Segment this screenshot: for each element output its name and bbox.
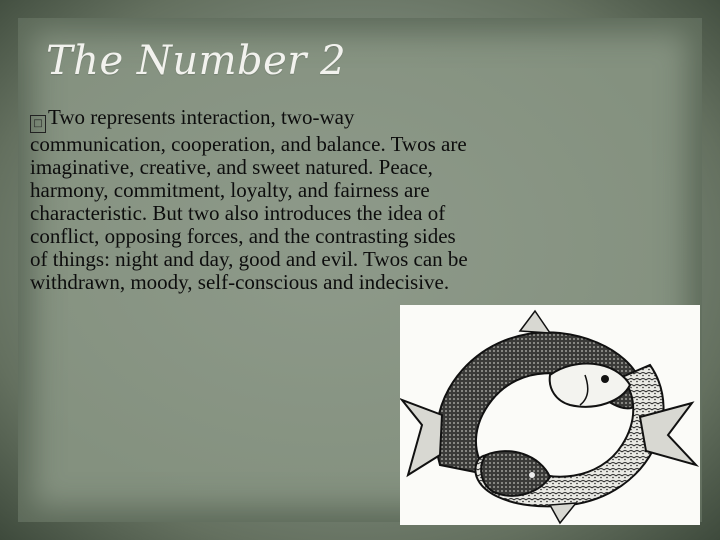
upper-fish-tail xyxy=(402,400,442,475)
body-first-word: Two xyxy=(48,105,86,129)
bullet-icon: □ xyxy=(30,115,46,133)
upper-fish xyxy=(436,332,642,475)
pisces-fish-image xyxy=(400,305,700,525)
body-text xyxy=(30,106,470,294)
pisces-fish-illustration xyxy=(400,305,700,525)
body-paragraph: represents interaction, two-way communication, cooperation, and balance. Twos are imaginative, creative, and sweet natured. Peace, harmony, commitment, loyalty, and fairness are characteristic. But two also introduces the idea of conflict, opposing forces, and the contrasting sides of things: night and day, good and evil. Twos can be withdrawn, moody, self-conscious and indecisive. xyxy=(30,105,468,294)
slide-title: The Number 2 xyxy=(46,38,347,84)
